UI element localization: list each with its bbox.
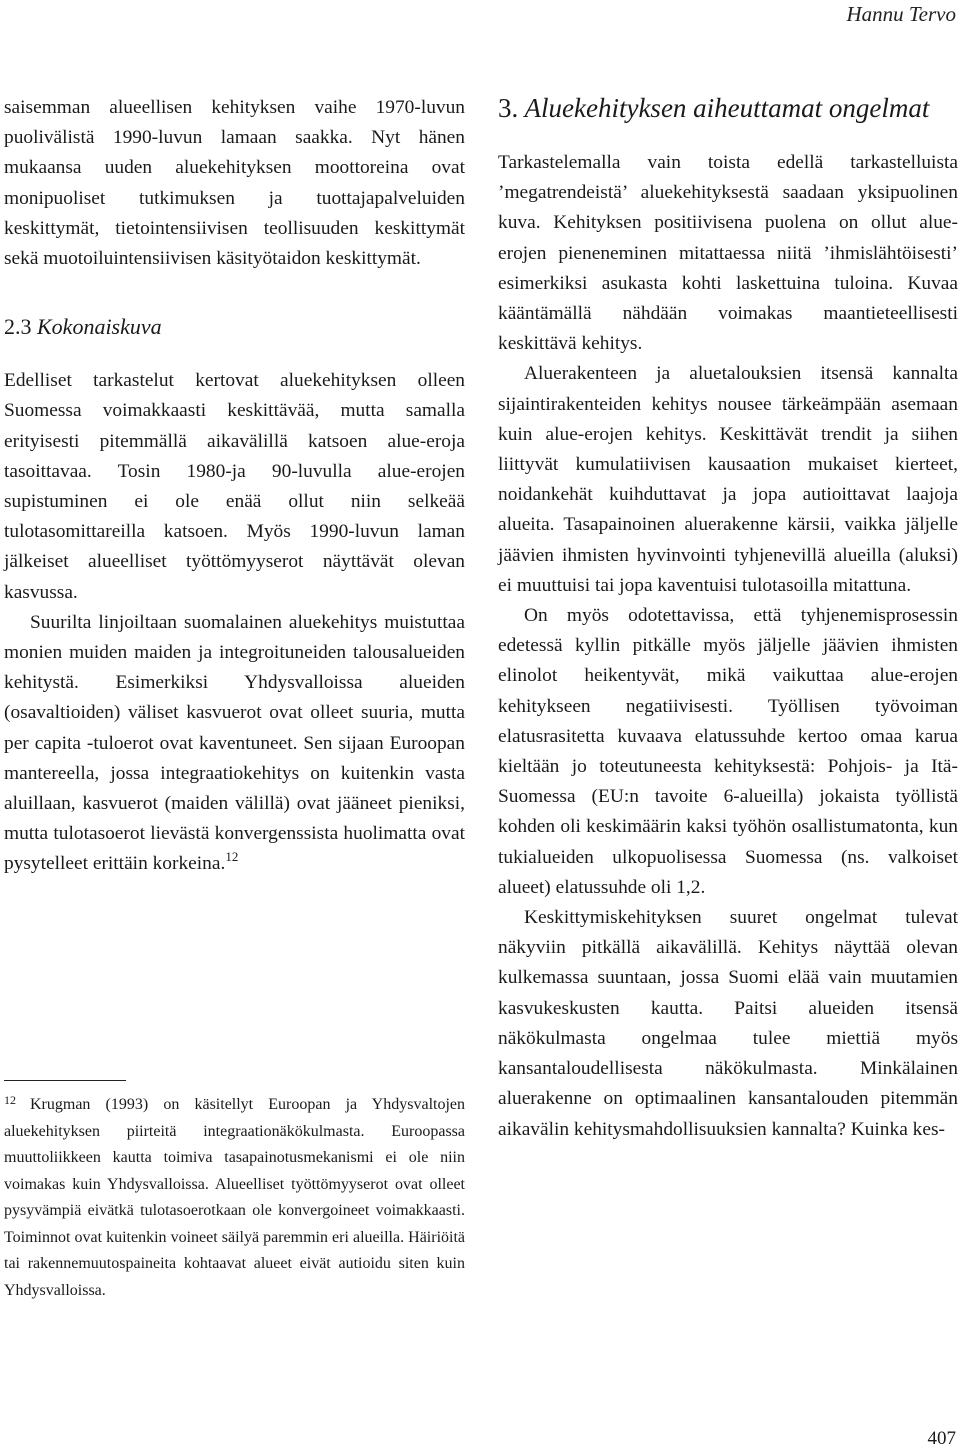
right-column (498, 93, 958, 1145)
section-heading-2-3 (4, 312, 465, 342)
section-title: Aluekehityksen aiheuttamat ongelmat (524, 93, 930, 123)
body-paragraph-4: Keskittymiskehityksen suuret ongelmat tulevat näkyviin pitkällä aikavälillä. Kehitys näyttää olevan kulkemassa suuntaan, jossa Suomi elää vain muutamien kasvukeskusten kautta. Paitsi alueiden itsensä näkökulmasta ongelmaa tulee miettiä myös kansantaloudellisesta näkökulmasta. Minkälainen aluerakenne on optimaalinen kansantalouden pitemmän aikavälin kehitysmahdollisuuksien kannalta? Kuinka kes- (498, 907, 958, 1140)
section-number: 2.3 (4, 314, 32, 340)
footnote-text: Krugman (1993) on käsitellyt Euroopan ja Yhdysvaltojen aluekehityksen piirteitä integraationäkökulmasta. Euroopassa muuttoliikkeen kautta toimiva tasapainotusmekanismi ei ole niin voimakas kuin Yhdysvalloissa. Alueelliset työttömyyserot ovat olleet pysyvämpiä eivätkä tulotasoerotkaan ole konvergoineet voimakkaasti. Toiminnot ovat kuitenkin voineet säilyä paremmin eri alueilla. Häiriöitä tai rakennemuutospaineita kohtaavat alueet eivät autioidu siten kuin Yhdysvalloissa. (4, 1096, 465, 1299)
body-paragraph-1: Edelliset tarkastelut kertovat aluekehityksen olleen Suomessa voimakkaasti keskittävää, mutta samalla erityisesti pitemmällä aikavälillä katsoen alue-eroja tasoittavaa. Tosin 1980-ja 90-luvulla alue-erojen supistuminen ei ole enää ollut niin selkeää tulotasomittareilla katsoen. Myös 1990-luvun laman jälkeiset alueelliset työttömyyserot näyttävät olevan kasvussa. (4, 370, 465, 603)
left-column (4, 93, 465, 880)
section-heading-3 (498, 93, 958, 124)
body-paragraph-2 (4, 608, 465, 880)
footnote-number: 12 (4, 1093, 16, 1107)
footnote-reference[interactable]: 12 (225, 849, 239, 865)
page-number: 407 (927, 1428, 956, 1449)
body-paragraph-2: Aluerakenteen ja aluetalouksien itsensä kannalta sijaintirakenteiden kehitys nousee tärkeämpään asemaan kuin alue-erojen kehitys. Keskittävät trendit ja siihen liittyvät kumulatiivisen kausaation mukaiset kierteet, noidankehät kuihduttavat ja jopa autioittavat laajoja alueita. Tasapainoinen aluerakenne kärsii, vaikka jäljelle jäävien ihmisten hyvinvointi tyhjenevillä alueilla (aluksi) ei muuttuisi tai jopa kaventuisi tulotasoilla mitattuna. (498, 363, 958, 596)
footnote-divider (4, 1080, 126, 1081)
section-number: 3. (498, 93, 519, 123)
body-paragraph-1: Tarkastelemalla vain toista edellä tarkastelluista ’megatrendeistä’ aluekehityksestä saadaan yksipuolinen kuva. Kehityksen positiivisena puolena on ollut alue-erojen pieneneminen mitattaessa niitä ’ihmislähtöisesti’ esimerkiksi asukasta kohti laskettuina tuloina. Kuvaa kääntämällä nähdään voimakas maantieteellisesti keskittävä kehitys. (498, 152, 958, 355)
running-header-author: Hannu Tervo (846, 2, 956, 26)
section-title: Kokonaiskuva (37, 314, 162, 340)
footnote-12 (4, 1092, 465, 1304)
body-paragraph-3: On myös odotettavissa, että tyhjenemisprosessin edetessä kyllin pitkälle myös jäljelle jäävien ihmisten elinolot heikentyvät, mikä vaikuttaa alue-erojen kehitykseen negatiivisesti. Työllisen työvoiman elatusrasitetta kuvaava elatussuhde kertoo omaa karua kieltään jo toteutuneesta kehityksestä: Pohjois- ja Itä-Suomessa (EU:n tavoite 6-alueilla) jokaista työllistä kohden oli keskimäärin kaksi työhön osallistumatonta, kun tukialueiden ulkopuolisessa Suomessa (ns. valkoiset alueet) elatussuhde oli 1,2. (498, 605, 958, 898)
intro-paragraph: saisemman alueellisen kehityksen vaihe 1970-luvun puolivälistä 1990-luvun lamaan saakka. Nyt hänen mukaansa uuden aluekehityksen moottoreina ovat monipuoliset tutkimuksen ja tuottajapalveluiden keskittymät, tietointensiivisen teollisuuden keskittymät sekä muotoiluintensiivisen käsityötaidon keskittymät. (4, 97, 465, 270)
body-paragraph-2-text: Suurilta linjoiltaan suomalainen aluekehitys muistuttaa monien muiden maiden ja integroituneiden talousalueiden kehitystä. Esimerkiksi Yhdysvalloissa alueiden (osavaltioiden) väliset kasvuerot ovat olleet suuria, mutta per capita -tuloerot ovat kaventuneet. Sen sijaan Euroopan mantereella, jossa integraatiokehitys on kuitenkin vasta aluillaan, kasvuerot (maiden välillä) ovat jääneet pieniksi, mutta tulotasoerot lievästä konvergenssista huolimatta ovat pysytelleet erittäin korkeina. (4, 611, 465, 875)
